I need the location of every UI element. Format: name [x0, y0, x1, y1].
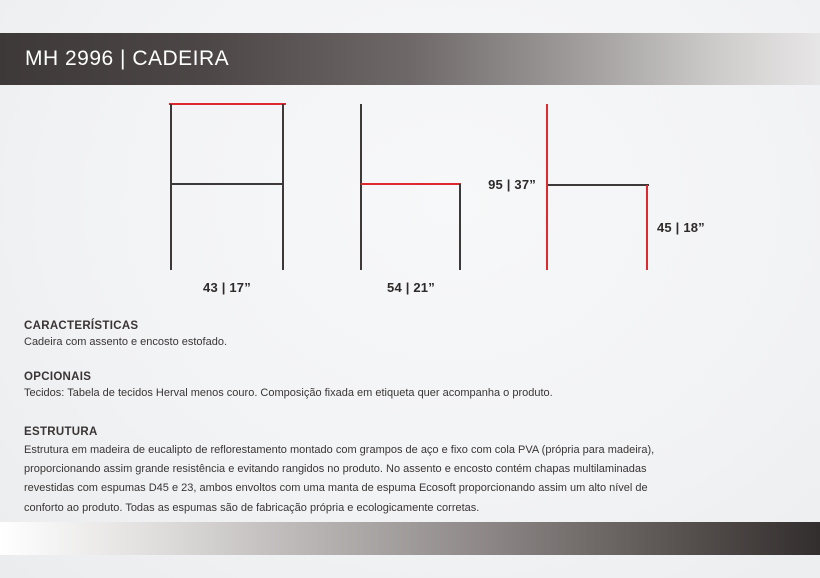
- total-height-dimension-label: 95 | 37”: [488, 177, 536, 192]
- estrutura-line-1: Estrutura em madeira de eucalipto de reflorestamento montado com grampos de aço e fixo com cola PVA (própria para madeira),: [24, 444, 655, 456]
- section-caracteristicas: [24, 320, 227, 349]
- opcionais-body: Tecidos: Tabela de tecidos Herval menos couro. Composição fixada em etiqueta quer acompanha o produto.: [24, 387, 553, 399]
- caracteristicas-body: Cadeira com assento e encosto estofado.: [24, 336, 228, 348]
- header-bar: [0, 33, 820, 85]
- caracteristicas-heading: CARACTERÍSTICAS: [24, 320, 139, 332]
- seat-height-dimension-label: 45 | 18”: [657, 220, 705, 235]
- opcionais-heading: OPCIONAIS: [24, 371, 92, 383]
- front-view-seat-line: [171, 183, 283, 185]
- estrutura-line-2: proporcionando assim grande resistência e evitando rangidos no produto. No assento e encosto contém chapas multilaminadas: [24, 463, 647, 476]
- seat-height-line: [646, 185, 648, 270]
- estrutura-heading: ESTRUTURA: [24, 426, 98, 438]
- estrutura-line-3: revestidas com espumas D45 e 23, ambos envoltos com uma manta de espuma Ecosoft proporcionando assim um alto nível de: [24, 482, 648, 495]
- page-title: MH 2996 | CADEIRA: [25, 47, 230, 70]
- side-view-front-leg-line: [459, 184, 461, 270]
- front-view-right-leg-line: [282, 104, 284, 270]
- side-view-back-line: [360, 104, 362, 270]
- side-view-seat-depth-line: [361, 183, 461, 185]
- depth-dimension-label: 54 | 21”: [387, 280, 435, 295]
- footer-bar: [0, 522, 820, 555]
- section-estrutura: [24, 426, 654, 518]
- total-height-line: [546, 104, 548, 270]
- width-dimension-label: 43 | 17”: [203, 280, 251, 295]
- backrest-top-line: [169, 103, 286, 105]
- estrutura-body: [24, 441, 654, 518]
- section-opcionais: [24, 371, 553, 400]
- height-view-seat-line: [548, 184, 649, 186]
- estrutura-line-4: conforto ao produto. Todas as espumas são de fabricação própria e ecologicamente corretas.: [24, 501, 480, 514]
- front-view-left-leg-line: [170, 104, 172, 270]
